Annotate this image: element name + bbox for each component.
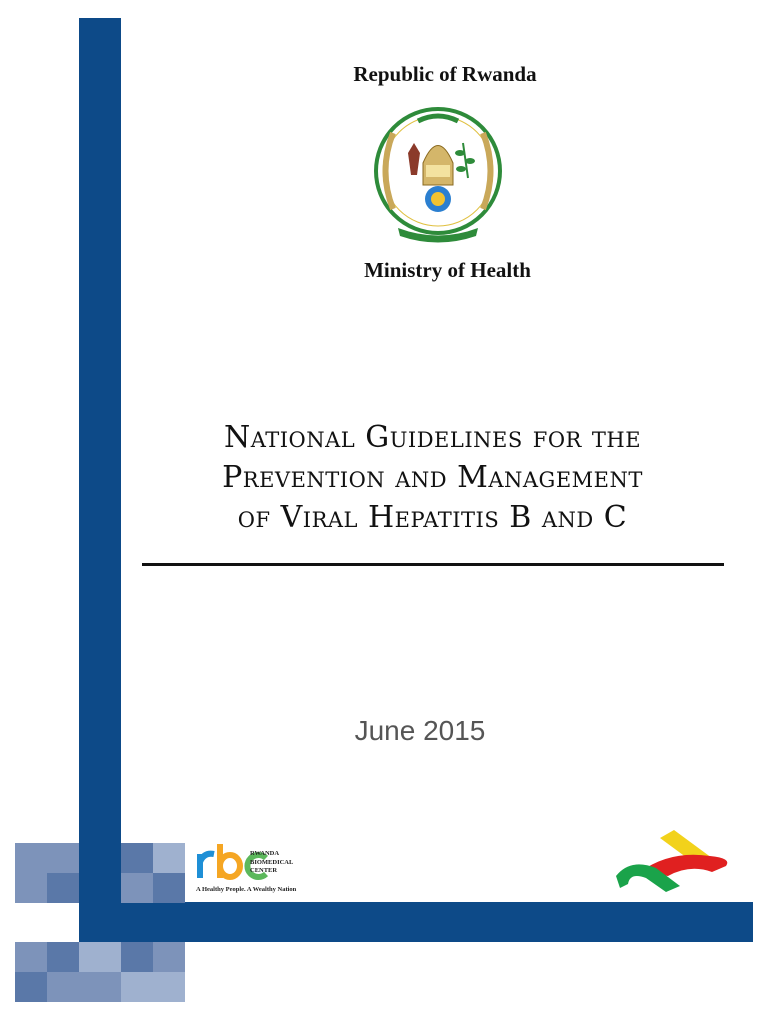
horizontal-blue-bar xyxy=(79,902,753,942)
title-line-2: Prevention and Management xyxy=(222,460,643,495)
title-line-1: National Guidelines for the xyxy=(223,420,642,455)
vertical-blue-bar xyxy=(79,18,121,908)
rbc-tagline: A Healthy People. A Wealthy Nation xyxy=(196,886,297,893)
publication-date: June 2015 xyxy=(354,715,486,746)
ministry-ribbon-logo-icon xyxy=(610,828,738,898)
country-name: Republic of Rwanda xyxy=(353,62,537,86)
document-title xyxy=(140,418,725,538)
title-line-3: of Viral Hepatitis B and C xyxy=(237,500,628,535)
ministry-name: Ministry of Health xyxy=(364,258,531,282)
rbc-name: RWANDA BIOMEDICAL CENTER xyxy=(250,850,294,874)
coat-of-arms-icon xyxy=(368,103,508,248)
title-divider xyxy=(142,563,724,566)
